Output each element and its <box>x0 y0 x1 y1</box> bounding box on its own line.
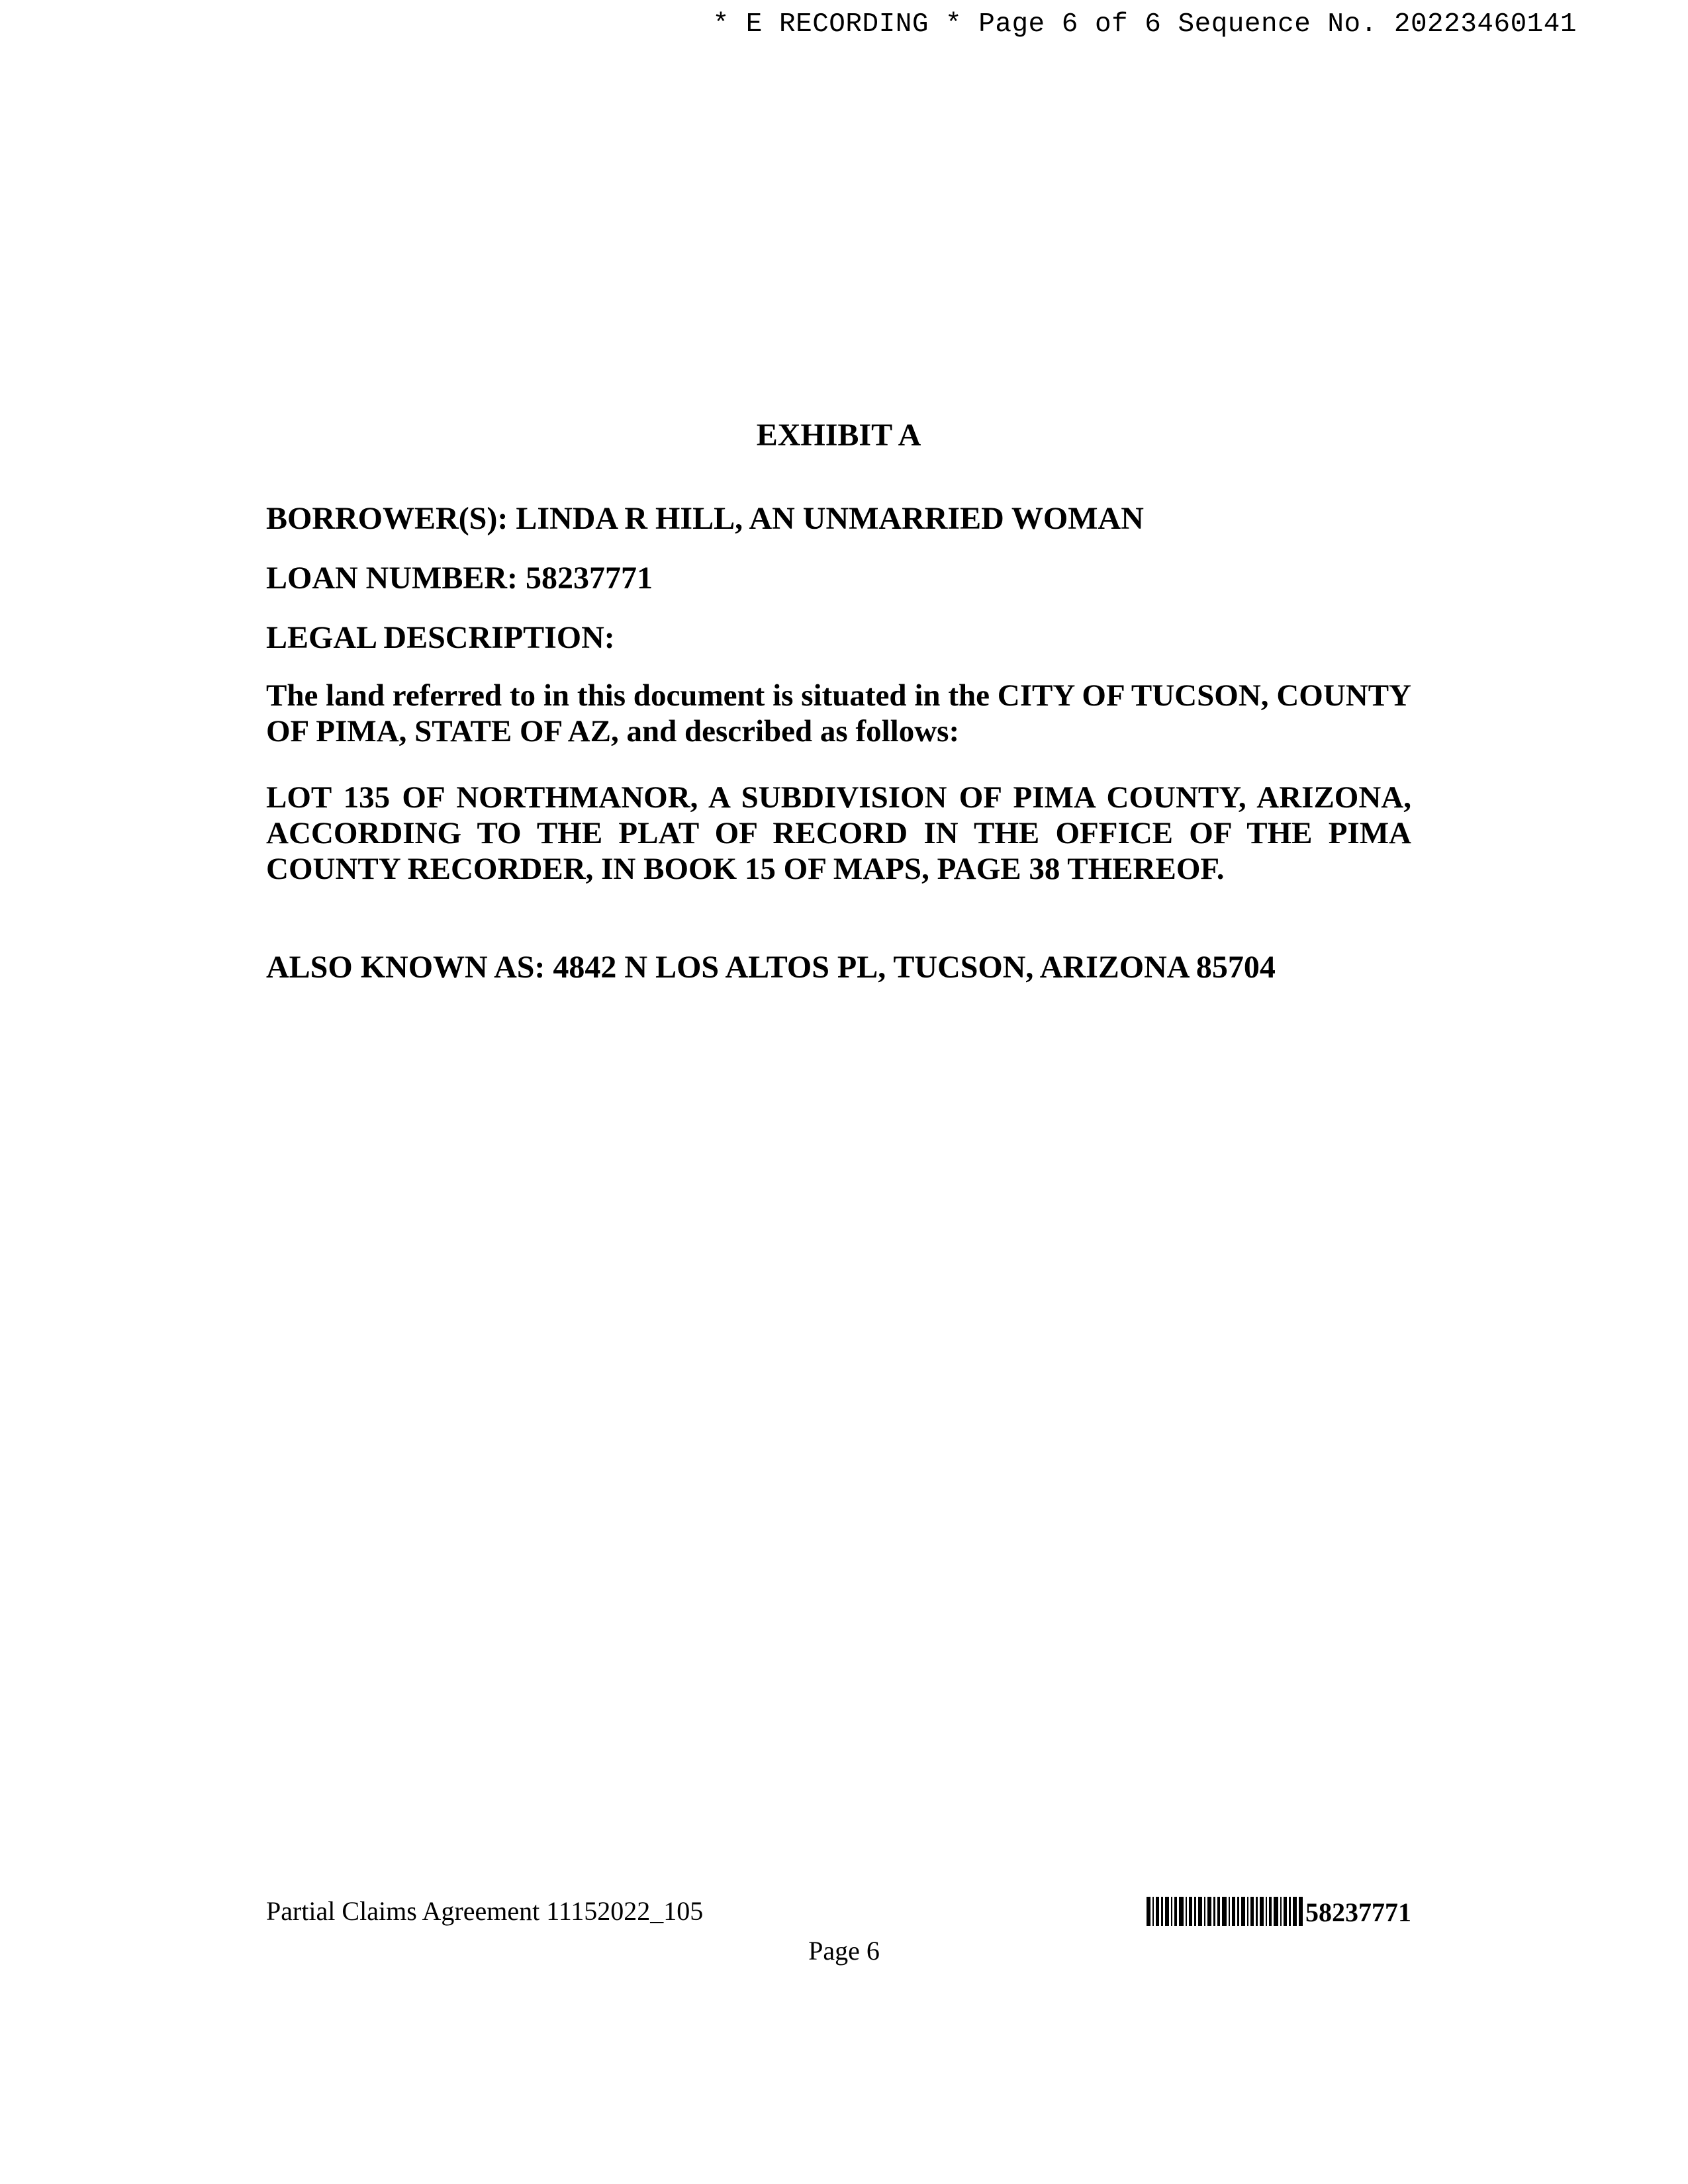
document-id-footer: Partial Claims Agreement 11152022_105 <box>266 1896 704 1926</box>
barcode-icon <box>1147 1897 1303 1926</box>
borrower-line: BORROWER(S): LINDA R HILL, AN UNMARRIED WOMAN <box>266 501 1144 536</box>
legal-description-heading: LEGAL DESCRIPTION: <box>266 620 615 655</box>
page-number: Page 6 <box>808 1936 880 1966</box>
barcode-block <box>1147 1897 1411 1926</box>
loan-number-line: LOAN NUMBER: 58237771 <box>266 561 653 596</box>
lot-description-paragraph: LOT 135 OF NORTHMANOR, A SUBDIVISION OF PIMA COUNTY, ARIZONA, ACCORDING TO THE PLAT OF RECORD IN THE OFFICE OF THE PIMA COUNTY RECORDER, IN BOOK 15 OF MAPS, PAGE 38 THEREOF. <box>266 780 1411 886</box>
exhibit-title: EXHIBIT A <box>756 418 921 453</box>
situated-paragraph: The land referred to in this document is situated in the CITY OF TUCSON, COUNTY OF PIMA, STATE OF AZ, and described as follows: <box>266 678 1411 749</box>
recording-header: * E RECORDING * Page 6 of 6 Sequence No. 20223460141 <box>712 9 1577 40</box>
also-known-as-line: ALSO KNOWN AS: 4842 N LOS ALTOS PL, TUCSON, ARIZONA 85704 <box>266 950 1276 985</box>
barcode-number: 58237771 <box>1305 1897 1411 1927</box>
